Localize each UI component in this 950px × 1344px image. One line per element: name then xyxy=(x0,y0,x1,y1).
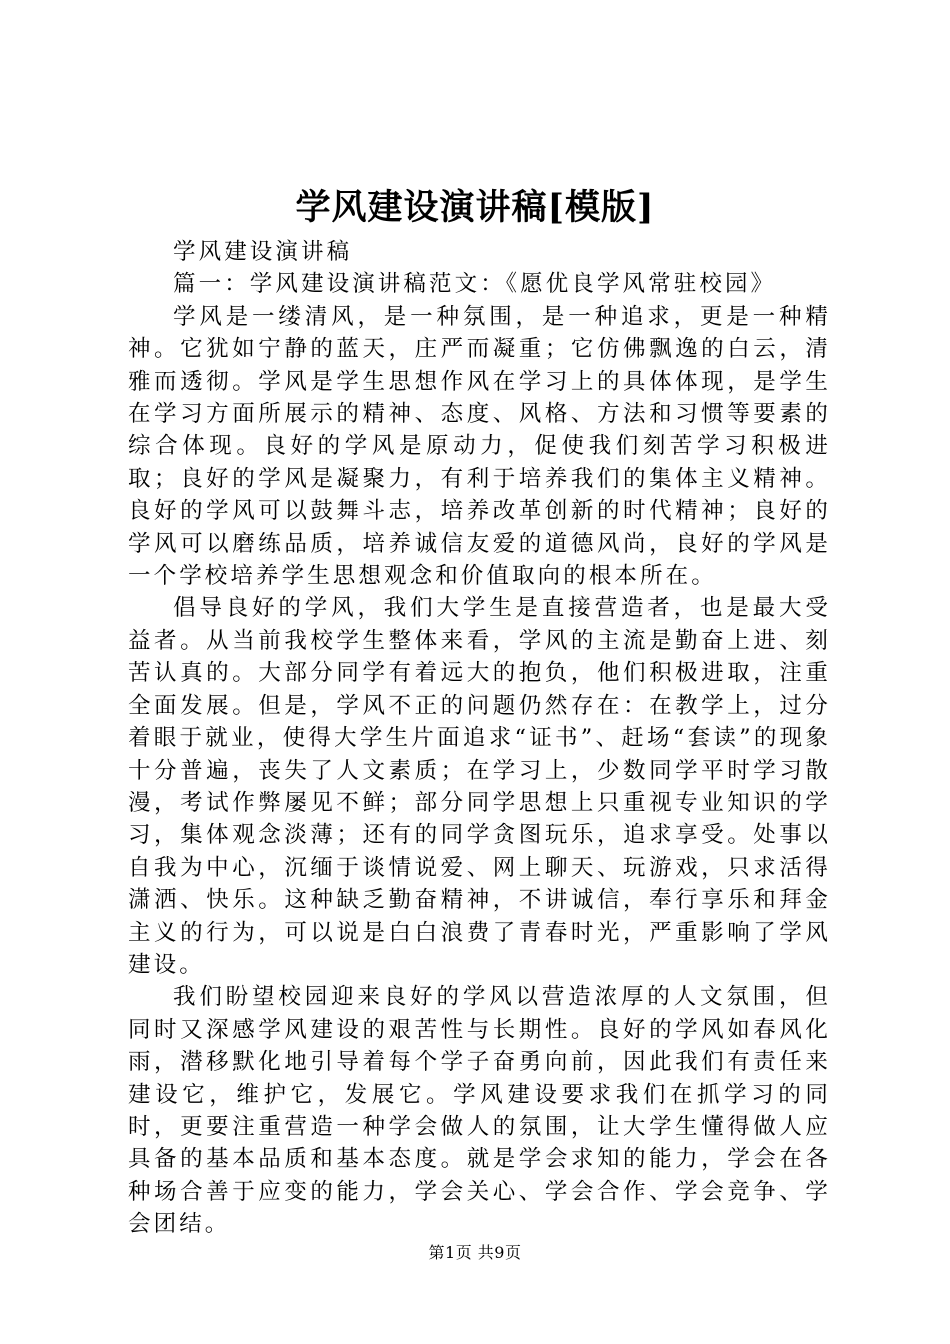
paragraph-body: 我们盼望校园迎来良好的学风以营造浓厚的人文氛围，但同时又深感学风建设的艰苦性与长期性。良好的学风如春风化雨，潜移默化地引导着每个学子奋勇向前，因此我们有责任来建设它，维护它，发展它。学风建设要求我们在抓学习的同时，更要注重营造一种学会做人的氛围，让大学生懂得做人应具备的基本品质和基本态度。就是学会求知的能力，学会在各种场合善于应变的能力，学会关心、学会合作、学会竞争、学会团结。 xyxy=(128,984,831,1238)
document-body xyxy=(128,236,831,1241)
paragraph-subheading: 篇一：学风建设演讲稿范文：《愿优良学风常驻校园》 xyxy=(173,271,777,298)
document-title: 学风建设演讲稿[模版] xyxy=(295,187,655,228)
paragraph-heading: 学风建设演讲稿 xyxy=(173,239,353,265)
paragraph-body: 学风是一缕清风，是一种氛围，是一种追求，更是一种精神。它犹如宁静的蓝天，庄严而凝重；它仿佛飘逸的白云，清雅而透彻。学风是学生思想作风在学习上的具体体现，是学生在学习方面所展示的精神、态度、风格、方法和习惯等要素的综合体现。良好的学风是原动力，促使我们刻苦学习积极进取；良好的学风是凝聚力，有利于培养我们的集体主义精神。良好的学风可以鼓舞斗志，培养改革创新的时代精神；良好的学风可以磨练品质，培养诚信友爱的道德风尚，良好的学风是一个学校培养学生思想观念和价值取向的根本所在。 xyxy=(128,303,831,590)
page-number-footer: 第1页 共9页 xyxy=(428,1243,522,1262)
paragraph-body: 倡导良好的学风，我们大学生是直接营造者，也是最大受益者。从当前我校学生整体来看，学风的主流是勤奋上进、刻苦认真的。大部分同学有着远大的抱负，他们积极进取，注重全面发展。但是，学风不正的问题仍然存在：在教学上，过分着眼于就业，使得大学生片面追求“证书”、赶场“套读”的现象十分普遍，丧失了人文素质；在学习上，少数同学平时学习散漫，考试作弊屡见不鲜；部分同学思想上只重视专业知识的学习，集体观念淡薄；还有的同学贪图玩乐，追求享受。处事以自我为中心，沉缅于谈情说爱、网上聊天、玩游戏，只求活得潇洒、快乐。这种缺乏勤奋精神，不讲诚信，奉行享乐和拜金主义的行为，可以说是白白浪费了青春时光，严重影响了学风建设。 xyxy=(128,595,831,978)
